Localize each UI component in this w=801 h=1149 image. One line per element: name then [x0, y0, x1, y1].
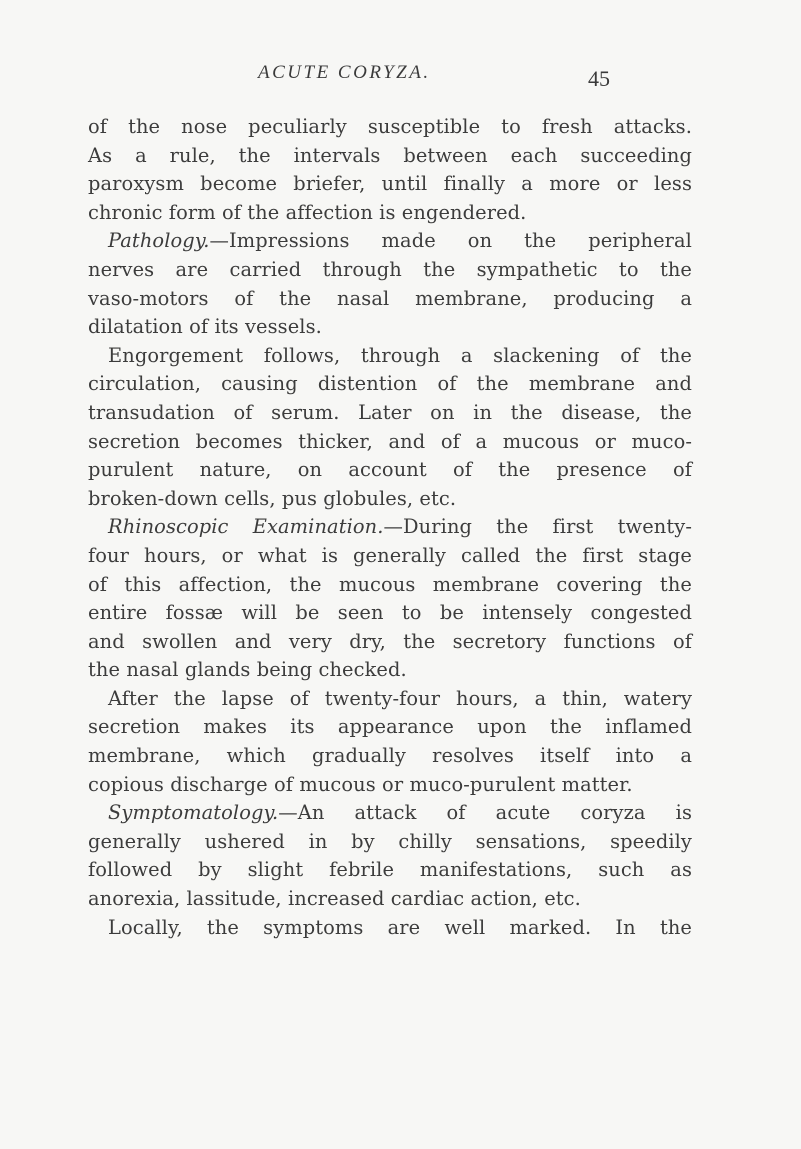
text-line: and swollen and very dry, the secretory functions of — [88, 629, 692, 653]
text-line: purulent nature, on account of the presence of — [88, 458, 692, 482]
text-line: Locally, the symptoms are well marked. In the — [108, 915, 692, 939]
text-line: four hours, or what is generally called the first stage — [88, 543, 692, 567]
page-number: 45 — [588, 66, 610, 91]
section-heading-symptomatology: Symptomatology. — [108, 801, 279, 825]
text-line: secretion becomes thicker, and of a mucous or muco- — [88, 429, 692, 453]
text-line: of the nose peculiarly susceptible to fresh attacks. — [88, 115, 692, 138]
text-line: After the lapse of twenty-four hours, a thin, watery — [108, 686, 692, 710]
text-line: As a rule, the intervals between each succeeding — [88, 143, 692, 167]
text-line: generally ushered in by chilly sensations, speedily — [88, 829, 692, 853]
text-line: paroxysm become briefer, until finally a more or less — [88, 172, 692, 196]
running-title: ACUTE CORYZA. — [258, 62, 431, 83]
section-heading-rhinoscopic: Rhinoscopic Examination. — [108, 515, 384, 539]
text-line: copious discharge of mucous or muco-purulent matter. — [88, 772, 633, 796]
text-line: of this affection, the mucous membrane covering the — [88, 572, 692, 596]
text-line: Symptomatology.—An attack of acute coryza is — [108, 801, 692, 825]
text-line: entire fossæ will be seen to be intensely congested — [88, 601, 692, 625]
section-heading-pathology: Pathology. — [108, 229, 210, 253]
text-line: anorexia, lassitude, increased cardiac action, etc. — [88, 887, 581, 911]
text-line: Rhinoscopic Examination.—During the first twenty- — [108, 515, 692, 539]
text-line: broken-down cells, pus globules, etc. — [88, 486, 457, 510]
text-line: vaso-motors of the nasal membrane, producing a — [88, 286, 692, 310]
text-line: nerves are carried through the sympathetic to the — [88, 257, 692, 281]
text-line: membrane, which gradually resolves itself into a — [88, 744, 692, 768]
text-line: dilatation of its vessels. — [88, 315, 322, 339]
text-line: Pathology.—Impressions made on the peripheral — [108, 229, 692, 253]
text-line: transudation of serum. Later on in the disease, the — [88, 400, 692, 424]
text-line: Engorgement follows, through a slackening of the — [108, 343, 692, 367]
text-line: the nasal glands being checked. — [88, 658, 407, 682]
text-line: chronic form of the affection is engendered. — [88, 200, 527, 224]
text-line: secretion makes its appearance upon the inflamed — [88, 715, 692, 739]
page-header — [0, 58, 801, 98]
body-text — [88, 113, 692, 942]
text-line: circulation, causing distention of the membrane and — [88, 372, 692, 396]
text-line: followed by slight febrile manifestations, such as — [88, 858, 692, 882]
